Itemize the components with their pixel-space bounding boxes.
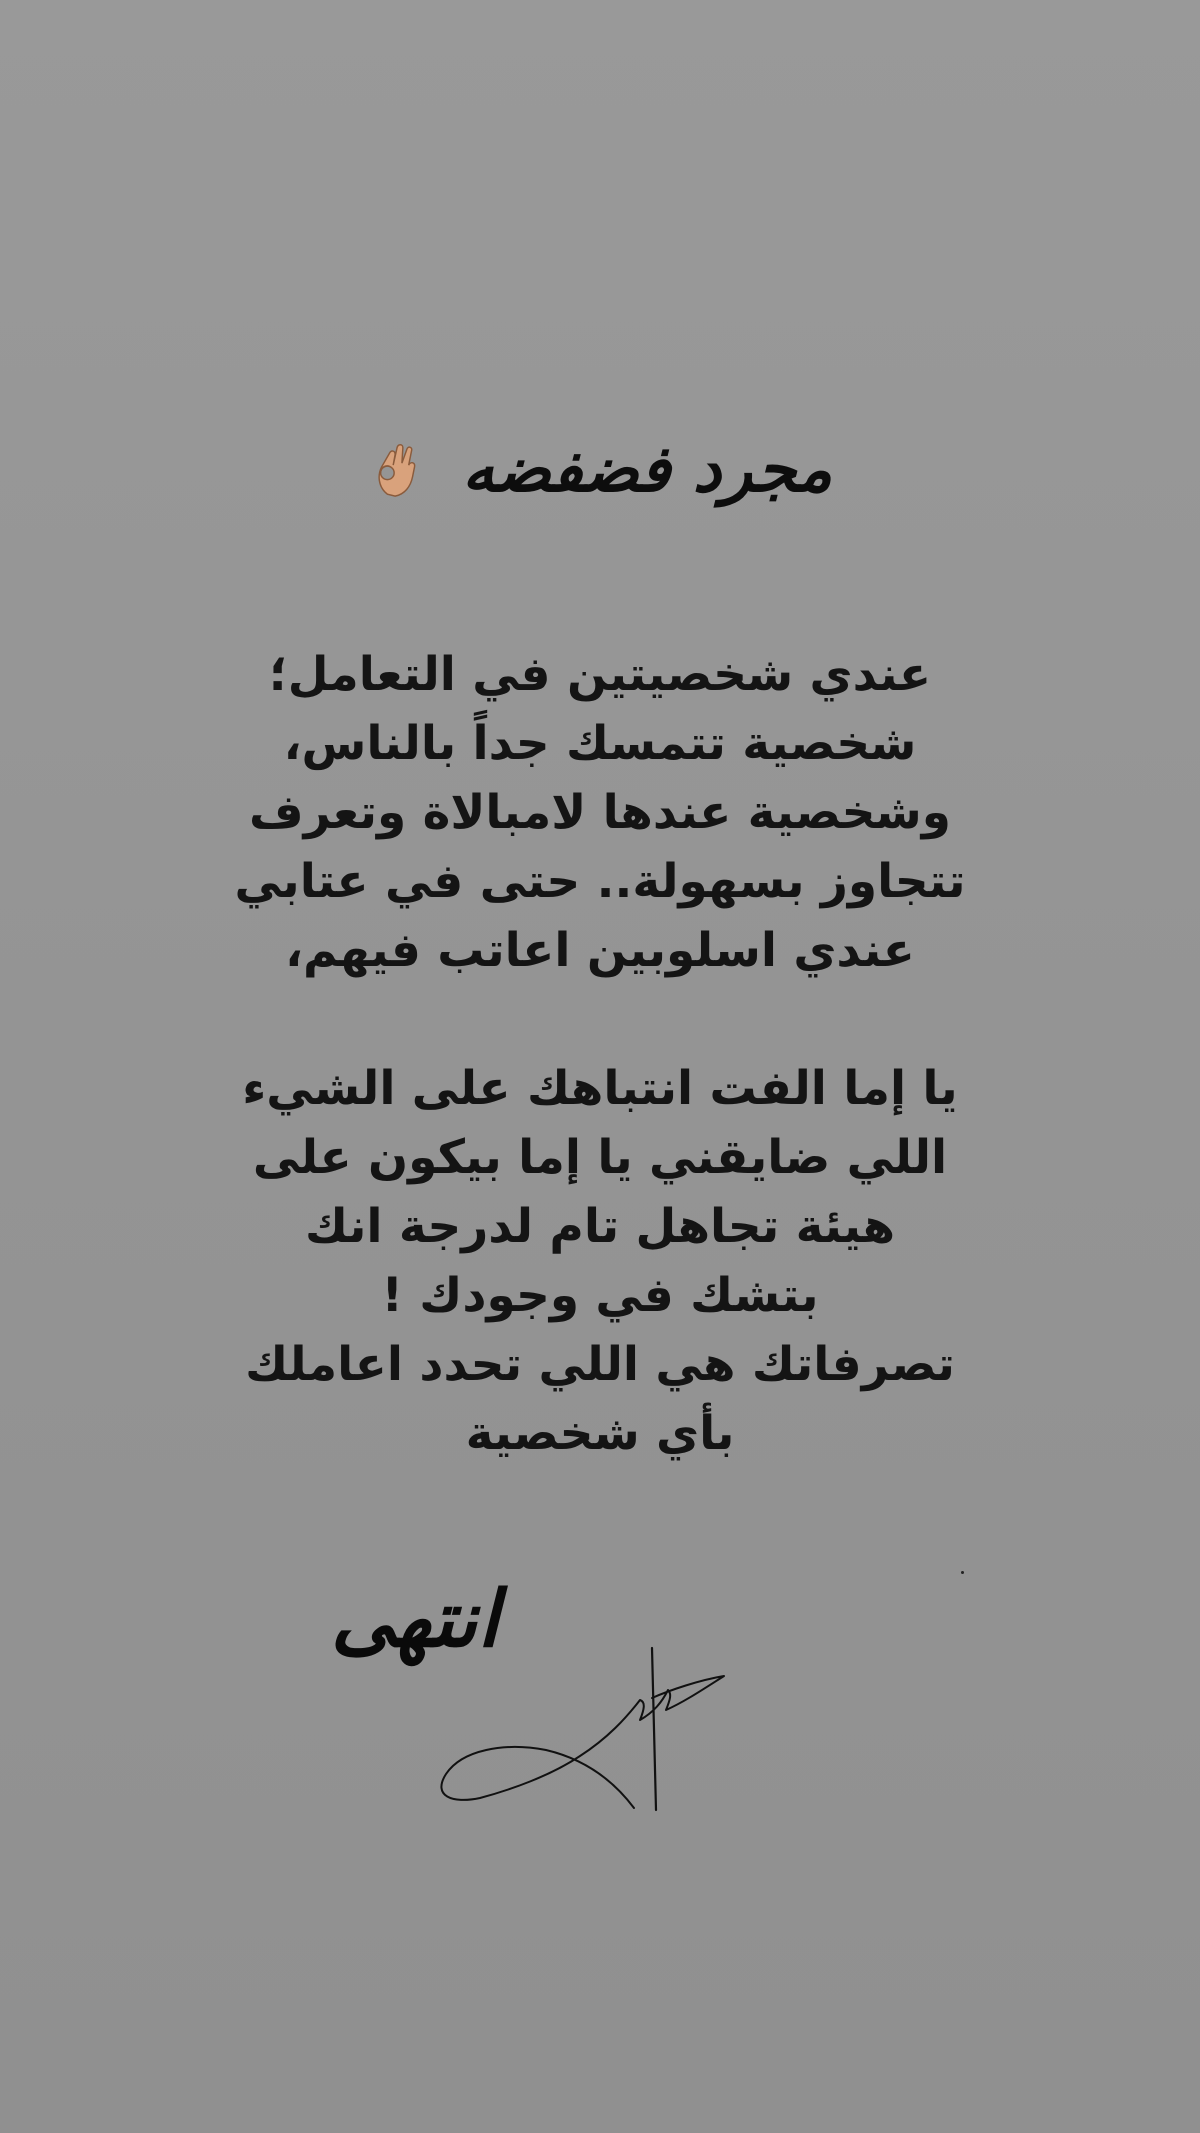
body-line-9: بتشك في وجودك ! <box>381 1268 819 1323</box>
paragraph-gap <box>150 985 1050 1054</box>
heading-text: مجرد فضفضه <box>462 432 833 507</box>
body-line-3: وشخصية عندها لامبالاة وتعرف <box>249 785 951 840</box>
body-line-8: هيئة تجاهل تام لدرجة انك <box>304 1199 896 1254</box>
closing-word: انتهى <box>331 1574 499 1665</box>
signature-drawing <box>440 1640 840 1830</box>
body-line-10: تصرفاتك هي اللي تحدد اعاملك <box>245 1337 955 1392</box>
body-line-5: عندي اسلوبين اعاتب فيهم، <box>285 923 915 978</box>
body-text <box>150 640 1050 1468</box>
body-line-11: بأي شخصية <box>465 1406 735 1461</box>
body-line-4: تتجاوز بسهولة.. حتى في عتابي <box>234 854 966 909</box>
decorative-dot <box>961 1571 964 1574</box>
body-line-6: يا إما الفت انتباهك على الشيء <box>242 1061 958 1116</box>
ok-hand-icon <box>368 438 430 500</box>
body-line-2: شخصية تتمسك جداً بالناس، <box>283 716 917 771</box>
body-line-1: عندي شخصيتين في التعامل؛ <box>268 647 932 702</box>
body-line-7: اللي ضايقني يا إما بيكون على <box>252 1130 948 1185</box>
heading <box>0 425 1200 515</box>
